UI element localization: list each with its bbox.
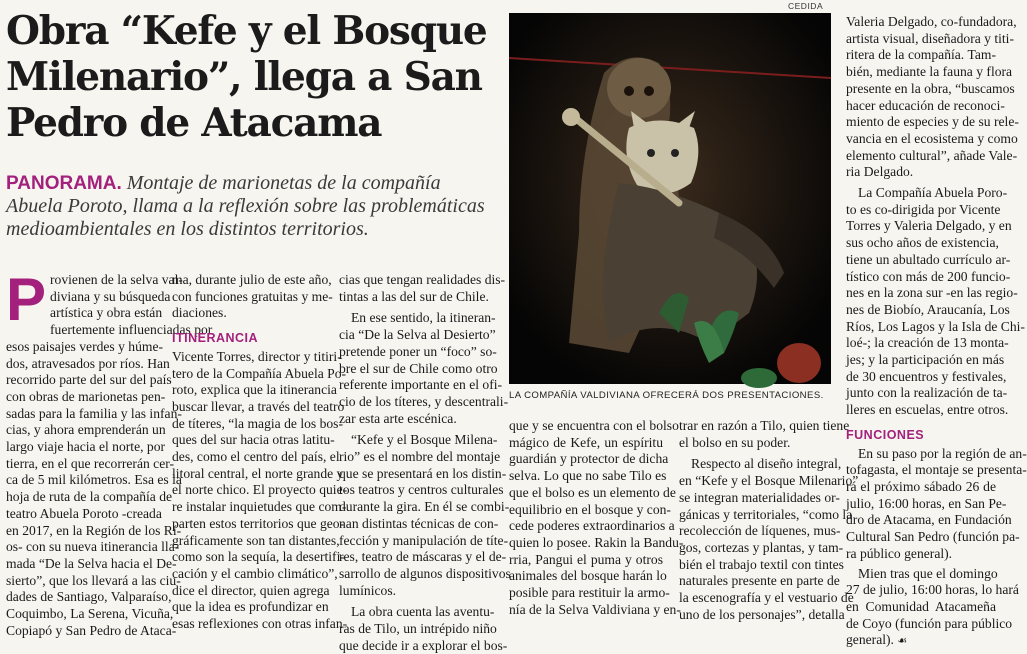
column-3-text-b [339, 310, 509, 427]
text-line: que se presentará en los distin- [339, 465, 507, 481]
column-6-text-b [846, 185, 1025, 419]
text-line: fección y manipulación de títe- [339, 532, 509, 548]
drop-cap: P [6, 266, 47, 333]
text-line: posible para restituir la armo- [509, 585, 670, 601]
text-line: bién, mediante la fauna y flora [846, 64, 1013, 80]
photo-caption: LA COMPAÑÍA VALDIVIANA OFRECERÁ DOS PRESENTACIONES. [509, 390, 824, 401]
text-line: Ríos, Los Lagos y la Isla de Chi- [846, 318, 1025, 334]
text-line: rria, Pangui el puma y otros [509, 551, 663, 567]
text-line: cias, y ahora emprenderán un [6, 422, 166, 438]
text-line: bre el sur de Chile como otro [339, 360, 498, 376]
text-line: que la idea es profundizar en [172, 599, 329, 615]
text-line: Cultural San Pedro (función pa- [846, 529, 1020, 545]
text-line: to es co-dirigida por Vicente [846, 201, 1001, 217]
text-line: dos, atravesados por ríos. Han [6, 355, 170, 371]
text-line: se integran materialidades or- [679, 489, 840, 505]
text-line: buscar llevar, a través del teatro [172, 398, 345, 414]
text-line: hoja de ruta de la compañía de [6, 489, 173, 505]
text-line: dro de Atacama, en Fundación [846, 512, 1012, 528]
article-column-6 [846, 14, 1027, 650]
column-2-text-b [172, 348, 348, 633]
text-line: tiene un abultado currículo ar- [846, 251, 1011, 267]
text-line: parten estos territorios que geo- [172, 515, 345, 531]
column-5-text-a [679, 418, 850, 451]
text-line: litoral central, el norte grande y [172, 465, 344, 481]
column-5-text-b [679, 456, 859, 623]
text-line: Valeria Delgado, co-fundadora, [846, 14, 1017, 29]
text-line: con obras de marionetas pen- [6, 388, 166, 404]
text-line: nan distintas técnicas de con- [339, 515, 499, 531]
subhead-funciones: FUNCIONES [846, 427, 925, 442]
text-line: uno de los personajes”, detalla [679, 606, 845, 622]
text-line: elemento cultural”, añade Vale- [846, 147, 1018, 163]
text-line: artista visual, diseñadora y titi- [846, 30, 1014, 46]
text-line: que y se encuentra con el bolso [509, 418, 679, 433]
text-line: diaciones. [172, 305, 227, 321]
text-line: artística y obra están [50, 305, 163, 321]
article-column-5 [679, 418, 859, 623]
text-line: La obra cuenta las aventu- [351, 604, 495, 620]
puppet-scene-image [509, 13, 831, 384]
text-line: dades de Santiago, Valparaíso, [6, 589, 172, 605]
column-6-text-c [846, 445, 1027, 563]
text-line: gánicas y territoriales, “como la [679, 506, 853, 522]
text-line: 27 de julio, 16:00 horas, lo hará [846, 582, 1019, 598]
text-line: nía de la Selva Valdiviana y en- [509, 601, 681, 617]
headline-line: Pedro de Atacama [6, 100, 382, 146]
text-line: que decide ir a explorar el bos- [339, 637, 508, 653]
text-line: esas reflexiones con otras infan- [172, 616, 348, 632]
text-line: En ese sentido, la itineran- [351, 310, 496, 326]
text-line: zar esta arte escénica. [339, 410, 457, 426]
text-line: ras de Tilo, un intrépido niño [339, 621, 497, 637]
text-line: en “Kefe y el Bosque Milenario” [679, 473, 859, 489]
text-line: tos teatros y centros culturales [339, 482, 504, 498]
text-line: trar en razón a Tilo, quien tiene [679, 418, 850, 433]
text-line: referente importante en el ofi- [339, 377, 503, 393]
text-line: mágico de Kefe, un espíritu [509, 434, 663, 450]
text-line: cio de los títeres, y descentrali- [339, 393, 509, 409]
text-line: La Compañía Abuela Poro- [858, 185, 1008, 201]
column-3-text-d [339, 604, 508, 654]
text-line: rovienen de la selva val- [50, 272, 183, 287]
text-line: re instalar inquietudes que com- [172, 499, 347, 515]
text-line: diviana y su búsqueda [50, 288, 171, 304]
text-line: julio, 16:00 horas, en San Pe- [846, 495, 1007, 511]
text-line: cede poderes extraordinarios a [509, 518, 675, 534]
text-line: dice el director, quien agrega [172, 582, 330, 598]
text-line: hacer educación de reconoci- [846, 97, 1005, 113]
column-6-text-a [846, 14, 1019, 181]
text-line: sadas para la familia y las infan- [6, 405, 182, 421]
text-line: cación y el cambio climático”, [172, 565, 338, 581]
text-line: de Coyo (función para público [846, 615, 1013, 631]
text-line: gráficamente son tan distantes, [172, 532, 340, 548]
article-photo [509, 13, 831, 384]
headline [6, 8, 506, 146]
text-line: recorrido parte del sur del país [6, 372, 172, 388]
text-line: bién el trabajo textil con tintes [679, 556, 844, 572]
text-line: lleres en escuelas, entre otros. [846, 402, 1009, 418]
text-line: ca de 5 mil kilómetros. Esa es la [6, 472, 182, 488]
text-line: durante la gira. En él se combi- [339, 499, 510, 515]
column-4-text [509, 418, 684, 618]
text-line: ritera de la compañía. Tam- [846, 47, 996, 63]
text-line: general). ☙ [846, 632, 908, 648]
dek-section-label: PANORAMA. [6, 173, 122, 194]
text-line: junto con la realización de ta- [846, 385, 1008, 401]
text-line: Mien tras que el domingo [858, 565, 998, 581]
text-line: roto, explica que la itinerancia [172, 382, 337, 398]
text-line: lumínicos. [339, 582, 397, 598]
text-line: teatro Abuela Poroto -creada [6, 505, 162, 521]
text-line: cias que tengan realidades dis- [339, 272, 506, 287]
text-line: de 30 encuentros y festivales, [846, 368, 1007, 384]
text-line: Copiapó y San Pedro de Ataca- [6, 622, 177, 638]
text-line: la escenografía y el vestuario de [679, 590, 854, 606]
text-line: jes; y la participación en más [846, 352, 1005, 368]
text-line: Vicente Torres, director y titiri- [172, 348, 342, 364]
text-line: tintas a las del sur de Chile. [339, 288, 489, 304]
text-line: pretende poner un “foco” so- [339, 343, 497, 359]
text-line: ma, durante julio de este año, [172, 272, 332, 287]
text-line: recolección de líquenes, mus- [679, 523, 841, 539]
text-line: res, teatro de máscaras y el de- [339, 549, 507, 565]
text-line: sierto”, que los llevará a las ciu- [6, 572, 181, 588]
subhead-itinerancia: ITINERANCIA [172, 331, 259, 346]
text-line: presente en la obra, “buscamos [846, 80, 1015, 96]
text-line: En su paso por la región de an- [858, 445, 1027, 461]
column-6-text-d [846, 565, 1019, 651]
article-column-4 [509, 418, 684, 618]
article-column-2 [172, 272, 348, 633]
text-line: rá el próximo sábado 26 de [846, 478, 996, 494]
text-line: ra público general). [846, 545, 953, 561]
text-line: Torres y Valeria Delgado, y en [846, 218, 1012, 234]
text-line: nes de Biobío, Araucanía, Los [846, 301, 1010, 317]
column-3-text-a [339, 272, 506, 305]
dek-text: Montaje de marionetas de la compañía Abuela Poroto, llama a la reflexión sobre las problemáticas medioambientales en los distintos territorios. [6, 172, 485, 240]
text-line: con funciones gratuitas y me- [172, 288, 333, 304]
text-line: el bolso en su poder. [679, 434, 791, 450]
text-line: mada “De la Selva hacia el De- [6, 555, 177, 571]
text-line: tofagasta, el montaje se presenta- [846, 462, 1027, 478]
text-line: equilibrio en el bosque y con- [509, 501, 671, 517]
text-line: tístico con más de 200 funcio- [846, 268, 1011, 284]
text-line: loé-; la creación de 13 monta- [846, 335, 1009, 351]
text-line: os- con su nueva itinerancia lla- [6, 539, 180, 555]
text-line: Coquimbo, La Serena, Vicuña, [6, 606, 174, 622]
column-2-text-a [172, 272, 333, 322]
text-line: cia “De la Selva al Desierto” [339, 327, 496, 343]
article-column-3 [339, 272, 511, 654]
text-line: miento de especies y de su rele- [846, 114, 1019, 130]
headline-line: Milenario”, llega a San [6, 54, 482, 100]
text-line: naturales presente en parte de [679, 573, 840, 589]
text-line: vancia en el ecosistema y como [846, 130, 1018, 146]
text-line: des, como el centro del país, el [172, 449, 340, 465]
photo-credit: CEDIDA [788, 1, 824, 11]
text-line: gos, cortezas y plantas, y tam- [679, 539, 844, 555]
text-line: tierra, en el que recorrerán cer- [6, 455, 175, 471]
text-line: sus ocho años de existencia, [846, 235, 999, 251]
column-3-text-c [339, 432, 511, 599]
text-line: “Kefe y el Bosque Milena- [351, 432, 498, 448]
text-line: selva. Lo que no sabe Tilo es [509, 468, 667, 484]
text-line: en Comunidad Atacameña [846, 598, 996, 614]
text-line: guardián y protector de dicha [509, 451, 669, 467]
end-mark-icon: ☙ [893, 634, 908, 648]
text-line: fuertemente influenciadas por [50, 322, 213, 338]
text-line: tero de la Compañía Abuela Po- [172, 365, 347, 381]
text-line: nes en la zona sur -en las regio- [846, 285, 1018, 301]
text-line: largo viaje hacia el norte, por [6, 439, 166, 455]
text-line: animales del bosque harán lo [509, 568, 667, 584]
text-line: ques del sur hacia otras latitu- [172, 432, 335, 448]
text-line: rio” es el nombre del montaje [339, 449, 501, 465]
text-line: en 2017, en la Región de los Rí- [6, 522, 182, 538]
text-line: como son la sequía, la desertifi- [172, 549, 345, 565]
text-line: de títeres, “la magia de los bos- [172, 415, 343, 431]
text-line: quien lo posee. Rakin la Bandu- [509, 534, 684, 550]
text-line: Respecto al diseño integral, [691, 456, 842, 472]
headline-line: Obra “Kefe y el Bosque [6, 8, 487, 54]
text-line: sarrollo de algunos dispositivos [339, 565, 511, 581]
text-line: ria Delgado. [846, 164, 914, 180]
text-line: el norte chico. El proyecto quie- [172, 482, 348, 498]
text-line: que el bolso es un elemento de [509, 484, 676, 500]
article-dek [6, 172, 501, 241]
text-line: esos paisajes verdes y húme- [6, 338, 164, 354]
